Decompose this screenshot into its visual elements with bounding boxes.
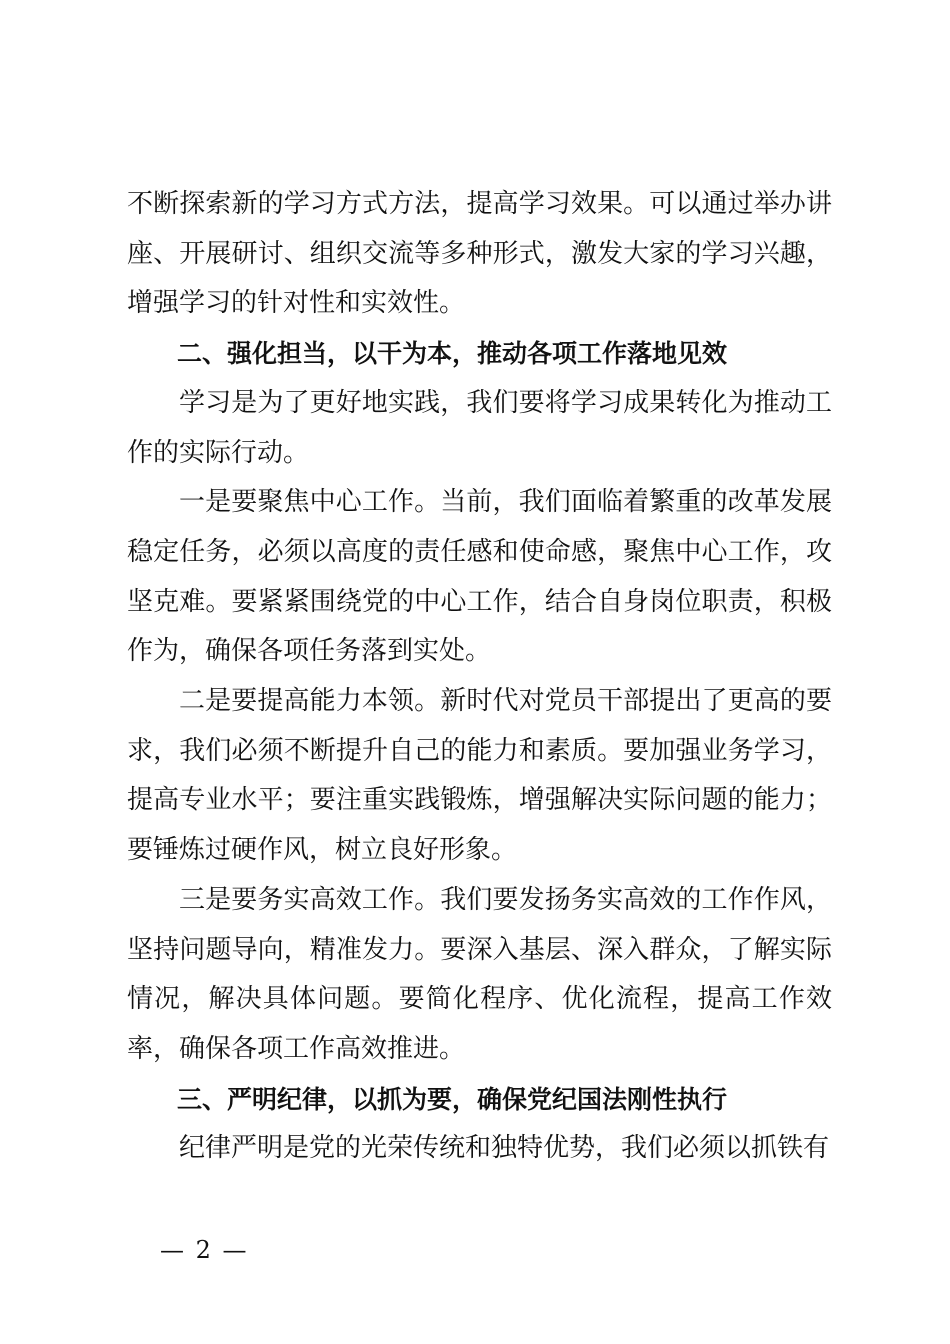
page-number: — 2 — <box>160 1236 249 1264</box>
paragraph-3: 一是要聚焦中心工作。当前，我们面临着繁重的改革发展稳定任务，必须以高度的责任感和使命感，聚焦中心工作，攻坚克难。要紧紧围绕党的中心工作，结合自身岗位职责，积极作为，确保各项任务落到实处。 <box>127 487 832 667</box>
paragraph-4: 二是要提高能力本领。新时代对党员干部提出了更高的要求，我们必须不断提升自己的能力和素质。要加强业务学习，提高专业水平；要注重实践锻炼，增强解决实际问题的能力；要锤炼过硬作风，树立良好形象。 <box>127 686 832 866</box>
document-body <box>127 180 832 1174</box>
paragraph-5: 三是要务实高效工作。我们要发扬务实高效的工作作风，坚持问题导向，精准发力。要深入基层、深入群众，了解实际情况，解决具体问题。要简化程序、优化流程，提高工作效率，确保各项工作高效推进。 <box>127 884 832 1064</box>
paragraph-2: 学习是为了更好地实践，我们要将学习成果转化为推动工作的实际行动。 <box>127 387 832 468</box>
paragraph-1: 不断探索新的学习方式方法，提高学习效果。可以通过举办讲座、开展研讨、组织交流等多种形式，激发大家的学习兴趣，增强学习的针对性和实效性。 <box>127 189 832 319</box>
paragraph-6: 纪律严明是党的光荣传统和独特优势，我们必须以抓铁有 <box>179 1133 830 1164</box>
section-heading-3: 三、严明纪律，以抓为要，确保党纪国法刚性执行 <box>177 1084 728 1114</box>
section-heading-2: 二、强化担当，以干为本，推动各项工作落地见效 <box>177 339 728 369</box>
